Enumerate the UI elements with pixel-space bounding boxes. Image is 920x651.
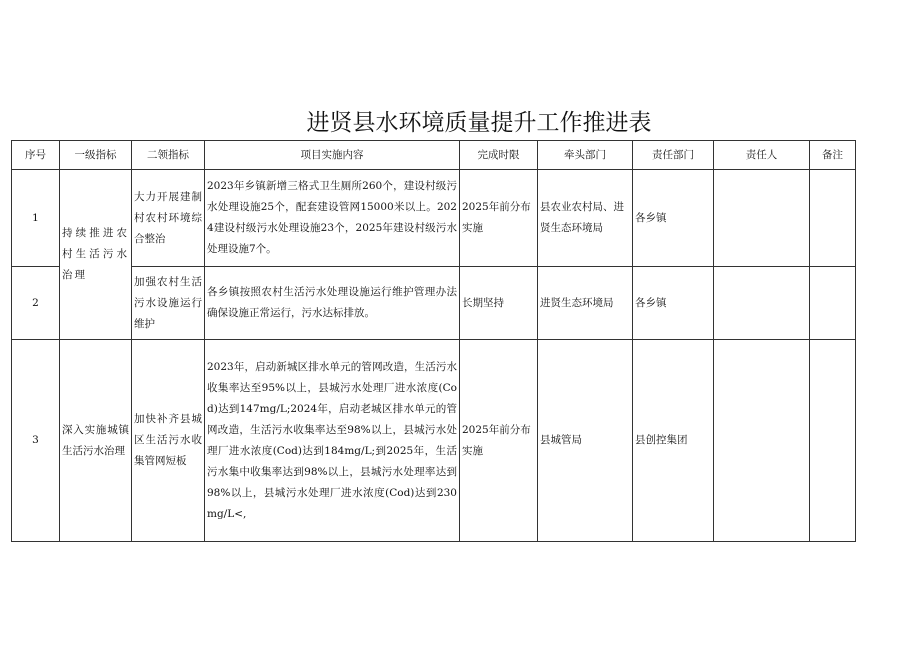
level2-indicator: 大力开展建制村农村环境综合整治 xyxy=(132,170,205,267)
deadline-cell: 2025年前分布实施 xyxy=(460,340,538,542)
level1-indicator: 持续推进农村生活污水治理 xyxy=(60,170,132,340)
progress-table xyxy=(11,140,856,542)
header-cell: 一级指标 xyxy=(60,141,132,170)
table-header-row xyxy=(12,141,856,170)
note-cell xyxy=(810,170,856,267)
header-cell: 责任人 xyxy=(714,141,810,170)
row-number: 2 xyxy=(12,267,60,340)
content-cell: 2023年乡镇新增三格式卫生厕所260个，建设村级污水处理设施25个，配套建设管网15000米以上。2024建设村级污水处理设施23个，2025年建设村级污水处理设施7个。 xyxy=(205,170,460,267)
person-cell xyxy=(714,340,810,542)
note-cell xyxy=(810,340,856,542)
page-title: 进贤县水环境质量提升工作推进表 xyxy=(306,110,652,136)
content-cell: 各乡镇按照农村生活污水处理设施运行维护管理办法确保设施正常运行，污水达标排放。 xyxy=(205,267,460,340)
row-number: 3 xyxy=(12,340,60,542)
resp-dept-cell: 各乡镇 xyxy=(633,267,714,340)
table-row xyxy=(12,340,856,542)
resp-dept-cell: 县创控集团 xyxy=(633,340,714,542)
level2-indicator: 加快补齐县城区生活污水收集管网短板 xyxy=(132,340,205,542)
header-cell: 项目实施内容 xyxy=(205,141,460,170)
header-cell: 完成时限 xyxy=(460,141,538,170)
person-cell xyxy=(714,170,810,267)
table-row xyxy=(12,267,856,340)
row-number: 1 xyxy=(12,170,60,267)
level1-indicator: 深入实施城镇生活污水治理 xyxy=(60,340,132,542)
note-cell xyxy=(810,267,856,340)
content-cell: 2023年，启动新城区排水单元的管网改造，生活污水收集率达至95%以上，县城污水处理厂进水浓度(Cod)达到147mg/L;2024年，启动老城区排水单元的管网改造，生活污水收集率达至98%以上，县城污水处理厂进水浓度(Cod)达到184mg/L;到2025年，生活污水集中收集率达到98%以上，县城污水处理率达到98%以上，县城污水处理厂进水浓度(Cod)达到230mg/L<, xyxy=(205,340,460,542)
header-cell: 备注 xyxy=(810,141,856,170)
header-cell: 牵头部门 xyxy=(538,141,633,170)
lead-dept-cell: 县城管局 xyxy=(538,340,633,542)
header-cell: 序号 xyxy=(12,141,60,170)
deadline-cell: 2025年前分布实施 xyxy=(460,170,538,267)
header-cell: 二领指标 xyxy=(132,141,205,170)
lead-dept-cell: 县农业农村局、进贤生态环境局 xyxy=(538,170,633,267)
lead-dept-cell: 进贤生态环境局 xyxy=(538,267,633,340)
table-row xyxy=(12,170,856,267)
resp-dept-cell: 各乡镇 xyxy=(633,170,714,267)
deadline-cell: 长期坚持 xyxy=(460,267,538,340)
level2-indicator: 加强农村生活污水设施运行维护 xyxy=(132,267,205,340)
person-cell xyxy=(714,267,810,340)
header-cell: 责任部门 xyxy=(633,141,714,170)
